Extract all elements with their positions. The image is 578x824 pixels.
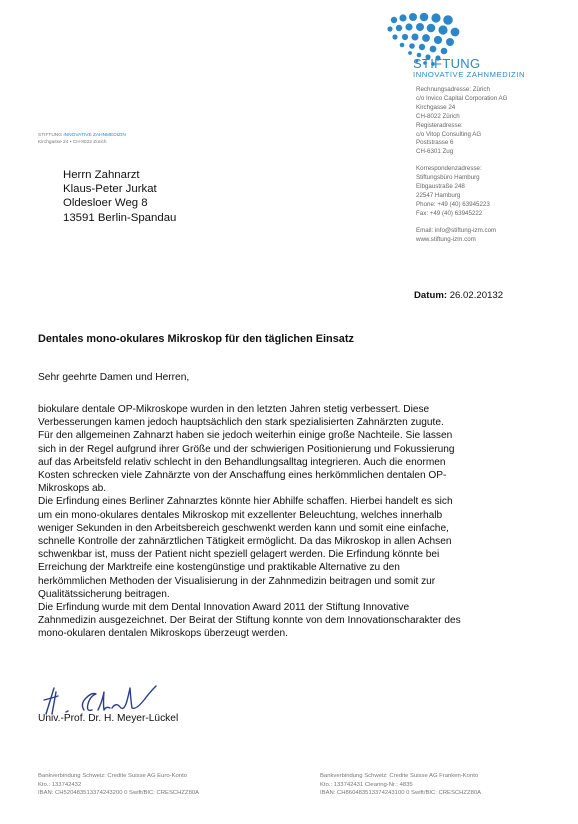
recipient-line: 13591 Berlin-Spandau (63, 211, 177, 224)
billing-address (416, 86, 574, 122)
billing-line: CH-8022 Zürich (416, 112, 460, 120)
recipient-line: Herrn Zahnarzt (63, 169, 140, 181)
address-column (416, 86, 574, 245)
logo-title: STIFTUNG (413, 56, 481, 71)
billing-line: Rechnungsadresse: Zürich (416, 86, 490, 93)
sender-line (38, 132, 126, 146)
body-line: Zahnmedizin ausgezeichnet. Der Beirat der Stiftung konnte von dem Innovationscharakter des (38, 615, 461, 627)
signer-name: Univ.-Prof. Dr. H. Meyer-Lückel (38, 713, 179, 724)
email-line: Email: info@stiftung-izm.com (416, 226, 497, 234)
body-line: Qualitätssicherung beitragen. (38, 588, 170, 600)
correspondence-address (416, 165, 574, 218)
bank-line: IBAN: CH520483513374243200 0 Swift/BIC: CRESCHZZ80A (38, 790, 200, 797)
correspondence-line: Elbgaustraße 248 (416, 183, 465, 191)
body-line: Für den allgemeinen Zahnarzt haben sie jedoch weiterhin einige große Nachteile. Sie lassen (38, 430, 453, 442)
body-line: Erreichung der Marktreife eine kostengünstige und praktikable Alternative zu den (38, 562, 400, 574)
contact-info (416, 227, 574, 245)
body-line: schwenkbar ist, muss der Patient nicht speziell gelagert werden. Die Erfindung könnte bei (38, 549, 440, 561)
bank-details-franken (320, 772, 481, 798)
billing-line: c/o Invico Capital Corporation AG (416, 94, 508, 102)
body-line: Kosten schrecken viele Zahnärzte von der Anschaffung eines herkömmlichen dentalen OP- (38, 470, 447, 482)
recipient-line: Klaus-Peter Jurkat (63, 183, 157, 196)
register-line: Registeradresse: (416, 121, 463, 129)
body-line: Die Erfindung wurde mit dem Dental Innovation Award 2011 der Stiftung Innovative (38, 602, 410, 614)
register-address (416, 122, 574, 158)
bank-line: Bankverbindung Schweiz: Credite Suisse AG Euro-Konto (38, 773, 187, 779)
body-line: mono-okularen dentalen Mikroskops überzeugt werden. (38, 628, 288, 640)
body-line: Die Erfindung eines Berliner Zahnarztes könnte hier Abhilfe schaffen. Hierbei handelt es sich (38, 496, 453, 508)
bank-line: Kto.: 133742432 (38, 781, 82, 788)
salutation: Sehr geehrte Damen und Herren, (38, 372, 190, 383)
register-line: Poststrasse 6 (416, 139, 454, 147)
correspondence-line: Korrespondenzadresse: (416, 165, 482, 173)
bank-line: IBAN: CH860483513374243100 0 Swift/BIC: CRESCHZZ80A (320, 790, 482, 797)
sender-brand-accent: INNOVATIVE ZAHNMEDIZIN (63, 133, 126, 138)
date-label: Datum: (414, 290, 448, 301)
register-line: c/o Vitop Consulting AG (416, 130, 482, 138)
sender-brand: STIFTUNG (38, 133, 62, 138)
sender-address: Kirchgasse 24 • CH-8022 Zürich (38, 140, 107, 145)
date-value: 26.02.20132 (449, 290, 504, 301)
correspondence-line: Stiftungsbüro Hamburg (416, 174, 480, 182)
website-line: www.stiftung-izm.com (416, 235, 476, 243)
billing-line: Kirchgasse 24 (416, 103, 456, 111)
body-line: biokulare dentale OP-Mikroskope wurden in den letzten Jahren stetig verbessert. Diese (38, 404, 430, 415)
body-line: um ein mono-okulares dentales Mikroskop mit exzellenter Beleuchtung, welches innerhalb (38, 509, 443, 521)
correspondence-line: 22547 Hamburg (416, 191, 461, 199)
body-line: Verbesserungen kamen jedoch hauptsächlich den stark spezialisierten Zahnärzten zugute. (38, 417, 444, 429)
bank-line: Kto.: 133742431 Clearing-Nr.: 4835 (320, 781, 413, 788)
body-line: auf das Arbeitsfeld relativ schlecht in den Behandlungsalltag integrieren. Auch die enormen (38, 456, 446, 468)
body-line: herkömmlichen Methoden der Visualisierung in der Zahnmedizin beitragen und somit zur (38, 575, 436, 587)
fax-line: Fax: +49 (40) 63945222 (416, 209, 483, 217)
body-line: schnelle Kontrolle der zahnärztlichen Tätigkeit ermöglicht. Da das Mikroskop in allen Achsen (38, 536, 452, 548)
letter-subject: Dentales mono-okulares Mikroskop für den täglichen Einsatz (38, 333, 354, 345)
recipient-line: Oldesloer Weg 8 (63, 197, 148, 210)
body-line: weniger Sekunden in den Arbeitsbereich geschwenkt werden kann und somit eine einfache, (38, 522, 449, 534)
bank-details-euro (38, 772, 199, 798)
body-line: sich in der Regel aufgrund ihrer Größe und der schwierigen Positionierung und Fokussierung (38, 443, 455, 455)
recipient-address (63, 168, 176, 225)
logo-subtitle: INNOVATIVE ZAHNMEDIZIN (413, 70, 526, 79)
bank-line: Bankverbindung Schweiz: Credite Suisse AG Franken-Konto (320, 773, 479, 779)
letter-body (38, 403, 520, 641)
register-line: CH-6301 Zug (416, 148, 454, 156)
body-line: Mikroskops ab. (38, 483, 107, 495)
letter-date (414, 290, 503, 301)
phone-line: Phone: +49 (40) 63945223 (416, 200, 490, 208)
